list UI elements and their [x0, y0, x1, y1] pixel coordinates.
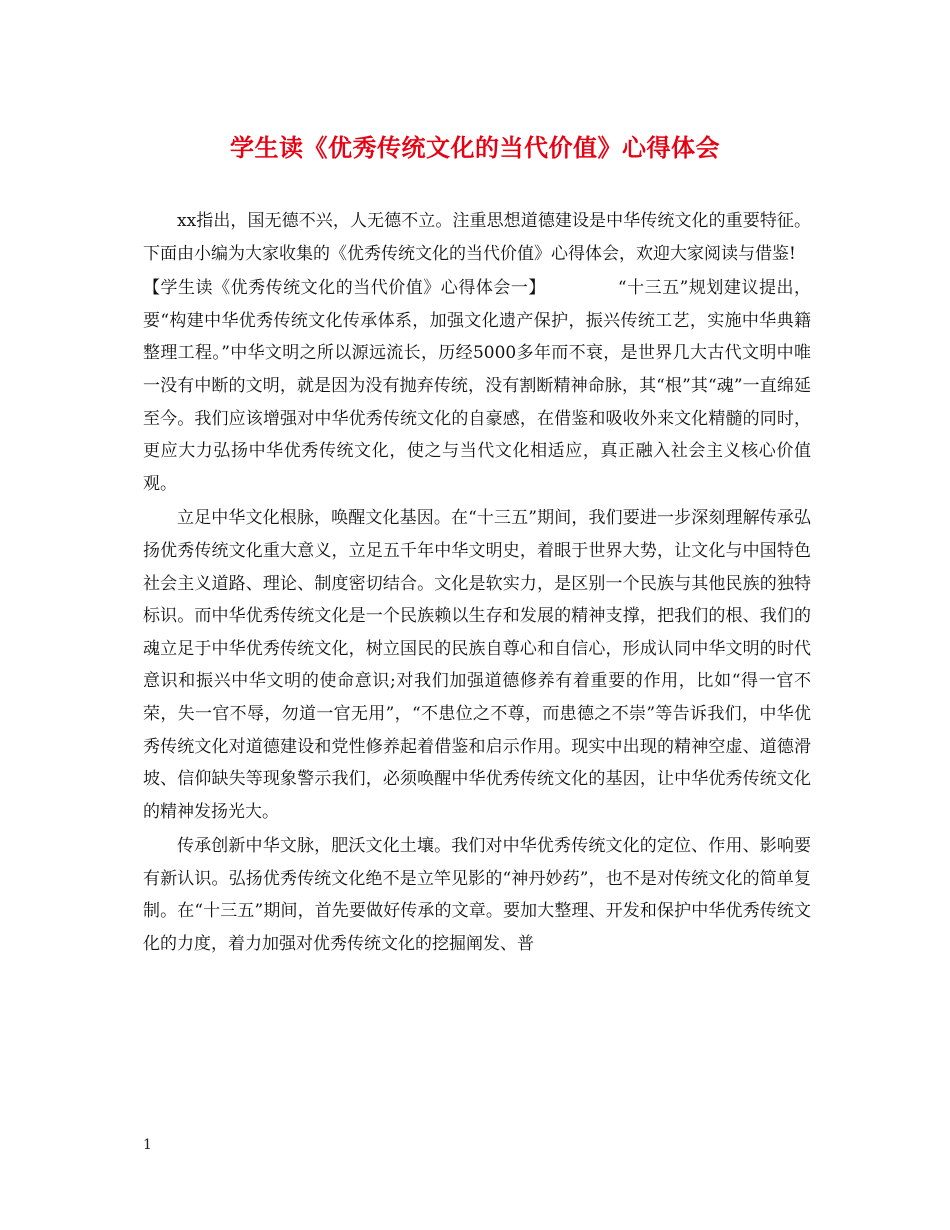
- body-paragraph-3: 传承创新中华文脉，肥沃文化土壤。我们对中华优秀传统文化的定位、作用、影响要有新认识。弘扬优秀传统文化绝不是立竿见影的“神丹妙药”，也不是对传统文化的简单复制。在“十三五”期间，首先要做好传承的文章。要加大整理、开发和保护中华优秀传统文化的力度，着力加强对优秀传统文化的挖掘阐发、普: [143, 836, 811, 955]
- document-title: 学生读《优秀传统文化的当代价值》心得体会: [230, 133, 720, 162]
- document-body: [143, 205, 811, 963]
- body-paragraph-2: 立足中华文化根脉，唤醒文化基因。在“十三五”期间，我们要进一步深刻理解传承弘扬优秀传统文化重大意义，立足五千年中华文明史，着眼于世界大势，让文化与中国特色社会主义道路、理论、制度密切结合。文化是软实力，是区别一个民族与其他民族的独特标识。而中华优秀传统文化是一个民族赖以生存和发展的精神支撑，把我们的根、我们的魂立足于中华优秀传统文化，树立国民的民族自尊心和自信心，形成认同中华文明的时代意识和振兴中华文明的使命意识;对我们加强道德修养有着重要的作用，比如“得一官不荣，失一官不辱，勿道一官无用”，“不患位之不尊，而患德之不崇”等告诉我们，中华优秀传统文化对道德建设和党性修养起着借鉴和启示作用。现实中出现的精神空虚、道德滑坡、信仰缺失等现象警示我们，必须唤醒中华优秀传统文化的基因，让中华优秀传统文化的精神发扬光大。: [143, 508, 811, 822]
- page-number: 1: [143, 1137, 152, 1153]
- section-title: 【学生读《优秀传统文化的当代价值》心得体会一】: [143, 278, 546, 299]
- section-one-text: “十三五”规划建议提出，要“构建中华优秀传统文化传承体系，加强文化遗产保护，振兴传统工艺，实施中华典籍整理工程。”中华文明之所以源远流长，历经5000多年而不衰，是世界几大古代文明中唯一没有中断的文明，就是因为没有抛弃传统，没有割断精神命脉，其“根”其“魂”一直绵延至今。我们应该增强对中华优秀传统文化的自豪感，在借鉴和吸收外来文化精髓的同时，更应大力弘扬中华优秀传统文化，使之与当代文化相适应，真正融入社会主义核心价值观。: [143, 278, 812, 494]
- intro-paragraph: xx指出，国无德不兴，人无德不立。注重思想道德建设是中华传统文化的重要特征。下面由小编为大家收集的《优秀传统文化的当代价值》心得体会，欢迎大家阅读与借鉴!: [143, 211, 811, 264]
- section-one-paragraph: [143, 272, 811, 500]
